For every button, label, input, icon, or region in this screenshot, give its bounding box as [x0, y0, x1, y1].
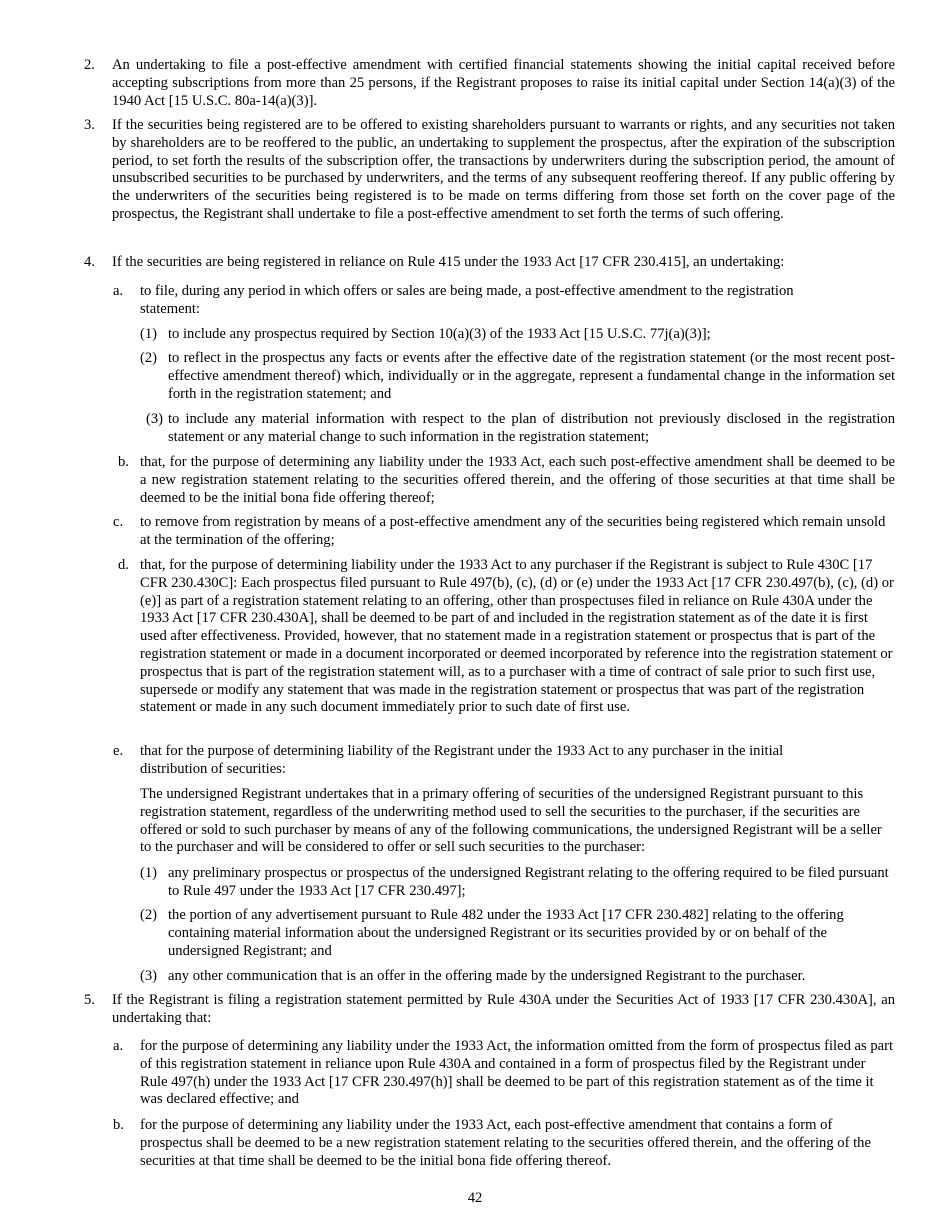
undertaking-item-4e-3 — [140, 968, 895, 986]
undertaking-item-5b — [113, 1117, 895, 1171]
item-number: 2. — [84, 57, 95, 73]
item-text: The undersigned Registrant undertakes that in a primary offering of securities of the undersigned Registrant pursuant to this registration statement, regardless of the underwriting method used to sell the securities to the purchaser, if the securities are offered or sold to such purchaser by means of any of the following communications, the undersigned Registrant will be a seller to the purchaser and will be considered to offer or sell such securities to the purchaser: — [140, 786, 882, 856]
item-text: that for the purpose of determining liability of the Registrant under the 1933 Act to any purchaser in the initial distribution of securities: — [140, 743, 784, 777]
item-text: to include any prospectus required by Section 10(a)(3) of the 1933 Act [15 U.S.C. 77j(a)(3)]; — [168, 326, 711, 342]
item-text: any preliminary prospectus or prospectus of the undersigned Registrant relating to the offering required to be filed pursuant to Rule 497 under the 1933 Act [17 CFR 230.497]; — [168, 865, 889, 899]
undertaking-item-4e — [113, 743, 895, 779]
item-number: 5. — [84, 992, 95, 1008]
item-letter: a. — [113, 283, 124, 299]
item-text: for the purpose of determining any liability under the 1933 Act, the information omitted from the form of prospectus filed as part of this registration statement in reliance upon Rule 430A and contained in a form of prospectus filed by the Registrant under Rule 497(h) under the 1933 Act [17 CFR 230.497(h)] shall be deemed to be part of this registration statement as of the time it was declared effective; and — [140, 1038, 894, 1108]
undertaking-item-4c — [113, 514, 895, 550]
item-subnumber: (2) — [140, 350, 158, 366]
undertaking-item-3 — [84, 117, 895, 243]
item-text: that, for the purpose of determining liability under the 1933 Act to any purchaser if the Registrant is subject to Rule 430C [17 CFR 230.430C]: Each prospectus filed pursuant to Rule 497(b), (c), (d) or (e) under the 1933 Act [17 CFR 230.497(b), (c), (d) or (e)] as part of a registration statement relating to an offering, other than prospectuses filed in reliance on Rule 430A under the 1933 Act [17 CFR 230.430A], shall be deemed to be part of and included in the registration statement as of the date it is first used after effectiveness. Provided, however, that no statement made in a registration statement or prospectus that is part of the registration statement or made in a document incorporated or deemed incorporated by reference into the registration statement or prospectus that is part of the registration statement will, as to a purchaser with a time of contract of sale prior to such first use, supersede or modify any statement that was made in the registration statement or prospectus that was part of the registration statement or made in any such document immediately prior to such date of first use. — [140, 557, 894, 716]
item-text: If the securities being registered are to be offered to existing shareholders pursuant to warrants or rights, and any securities not taken by shareholders are to be reoffered to the public, an undertaking to supplement the prospectus, after the expiration of the subscription period, to set forth the results of the subscription offer, the transactions by underwriters during the subscription period, the amount of unsubscribed securities to be purchased by underwriters, and the terms of any subsequent reoffering thereof. If any public offering by the underwriters of the securities being registered is to be made on terms differing from those set forth on the cover page of the prospectus, the Registrant shall undertake to file a post-effective amendment to set forth the terms of such offering. — [112, 117, 895, 222]
item-text: An undertaking to file a post-effective amendment with certified financial statements showing the initial capital received before accepting subscriptions from more than 25 persons, if the Registrant proposes to raise its initial capital under Section 14(a)(3) of the 1940 Act [15 U.S.C. 80a-14(a)(3)]. — [112, 57, 895, 109]
item-letter: a. — [113, 1038, 124, 1054]
item-number: 4. — [84, 254, 95, 270]
item-letter: b. — [113, 1117, 124, 1133]
undertaking-item-4a-1 — [140, 326, 895, 344]
item-text: to file, during any period in which offers or sales are being made, a post-effective amendment to the registration statement: — [140, 283, 794, 317]
item-text: any other communication that is an offer in the offering made by the undersigned Registrant to the purchaser. — [168, 968, 806, 984]
undertaking-item-4d — [118, 557, 895, 737]
item-text: that, for the purpose of determining any liability under the 1933 Act, each such post-effective amendment shall be deemed to be a new registration statement relating to the securities offered therein, and the offering of those securities at that time shall be deemed to be the initial bona fide offering thereof; — [140, 454, 895, 506]
undertaking-item-4e-paragraph — [140, 786, 895, 858]
item-number: 3. — [84, 117, 95, 133]
page-number: 42 — [467, 1190, 483, 1206]
undertaking-item-4b — [118, 454, 895, 508]
undertaking-item-4e-2 — [140, 907, 895, 961]
item-letter: e. — [113, 743, 124, 759]
undertaking-item-4 — [84, 254, 895, 272]
undertaking-item-5 — [84, 992, 895, 1028]
undertaking-item-4a — [113, 283, 895, 319]
undertaking-item-2 — [84, 57, 895, 111]
item-subnumber: (3) — [146, 411, 164, 427]
item-subnumber: (1) — [140, 326, 158, 342]
item-text: If the securities are being registered in reliance on Rule 415 under the 1933 Act [17 CFR 230.415], an undertaking: — [112, 254, 785, 270]
undertaking-item-5a — [113, 1038, 895, 1110]
item-text: the portion of any advertisement pursuant to Rule 482 under the 1933 Act [17 CFR 230.482] relating to the offering containing material information about the undersigned Registrant or its securities provided by or on behalf of the undersigned Registrant; and — [168, 907, 844, 959]
item-letter: c. — [113, 514, 124, 530]
undertaking-item-4a-3 — [146, 411, 895, 447]
undertaking-item-4e-1 — [140, 865, 895, 901]
undertaking-item-4a-2 — [140, 350, 895, 404]
item-subnumber: (3) — [140, 968, 158, 984]
item-text: for the purpose of determining any liability under the 1933 Act, each post-effective amendment that contains a form of prospectus shall be deemed to be a new registration statement relating to the securities offered therein, and the offering of the securities at that time shall be deemed to be the initial bona fide offering thereof. — [140, 1117, 871, 1169]
item-text: to reflect in the prospectus any facts or events after the effective date of the registration statement (or the most recent post-effective amendment thereof) which, individually or in the aggregate, represent a fundamental change in the information set forth in the registration statement; and — [168, 350, 895, 402]
item-text: to remove from registration by means of a post-effective amendment any of the securities being registered which remain unsold at the termination of the offering; — [140, 514, 886, 548]
item-text: to include any material information with respect to the plan of distribution not previously disclosed in the registration statement or any material change to such information in the registration statement; — [168, 411, 895, 445]
item-subnumber: (2) — [140, 907, 158, 923]
item-subnumber: (1) — [140, 865, 158, 881]
item-letter: d. — [118, 557, 129, 573]
item-letter: b. — [118, 454, 129, 470]
item-text: If the Registrant is filing a registration statement permitted by Rule 430A under the Securities Act of 1933 [17 CFR 230.430A], an undertaking that: — [112, 992, 895, 1026]
